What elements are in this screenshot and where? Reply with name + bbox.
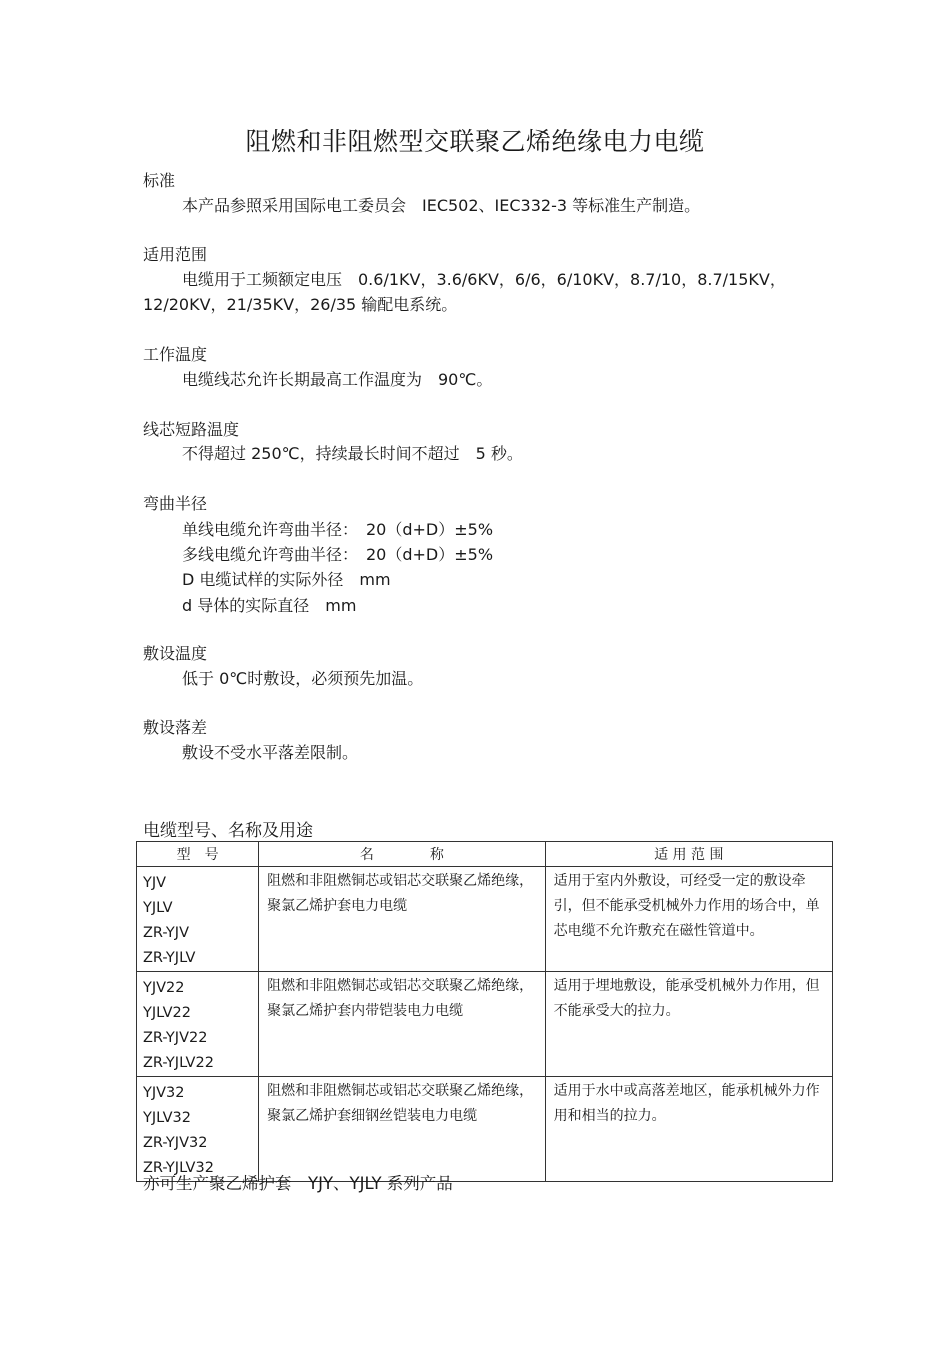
- bend-radius-multi: 多线电缆允许弯曲半径： 20（d+D）±5%: [182, 545, 494, 564]
- section-heading-scope: 适用范围: [143, 245, 208, 264]
- model-code: YJV32: [143, 1085, 185, 1101]
- bend-radius-d-definition: d 导体的实际直径 mm: [182, 596, 357, 615]
- section-body-work-temp: 电缆线芯允许长期最高工作温度为 90℃。: [182, 370, 493, 389]
- section-body-laying-temp: 低于 0℃时敷设，必须预先加温。: [182, 669, 424, 688]
- section-body-scope-line2: 12/20KV，21/35KV，26/35 输配电系统。: [143, 295, 458, 314]
- bend-radius-single: 单线电缆允许弯曲半径： 20（d+D）±5%: [182, 520, 494, 539]
- section-heading-bend-radius: 弯曲半径: [143, 494, 208, 513]
- model-code: ZR-YJLV32: [143, 1160, 214, 1176]
- table-caption: 电缆型号、名称及用途: [143, 821, 313, 841]
- model-code: ZR-YJLV22: [143, 1055, 214, 1071]
- section-heading-work-temp: 工作温度: [143, 345, 208, 364]
- name-cell: 阻燃和非阻燃铜芯或铝芯交联聚乙烯绝缘，聚氯乙烯护套电力电缆: [259, 867, 545, 972]
- model-code: YJLV22: [143, 1005, 191, 1021]
- model-code: YJV22: [143, 980, 185, 996]
- header-name: 名 称: [259, 842, 545, 867]
- section-body-scope-line1: 电缆用于工频额定电压 0.6/1KV，3.6/6KV，6/6，6/10KV，8.7/10，8.7/15KV，: [182, 270, 786, 289]
- name-cell: 阻燃和非阻燃铜芯或铝芯交联聚乙烯绝缘，聚氯乙烯护套细钢丝铠装电力电缆: [259, 1077, 545, 1182]
- section-heading-laying-temp: 敷设温度: [143, 644, 208, 663]
- model-code: ZR-YJV: [143, 925, 189, 941]
- usage-cell: 适用于埋地敷设，能承受机械外力作用，但不能承受大的拉力。: [545, 972, 832, 1077]
- model-cell: [137, 1077, 259, 1182]
- model-code: YJLV: [143, 900, 173, 916]
- table-header-row: [137, 842, 833, 867]
- document-title: 阻燃和非阻燃型交联聚乙烯绝缘电力电缆: [245, 127, 705, 156]
- section-heading-standard: 标准: [143, 171, 176, 190]
- header-model: 型 号: [137, 842, 259, 867]
- bend-radius-D-definition: D 电缆试样的实际外径 mm: [182, 570, 391, 589]
- section-body-short-circuit: 不得超过 250℃，持续最长时间不超过 5 秒。: [182, 444, 523, 463]
- usage-cell: 适用于水中或高落差地区，能承机械外力作用和相当的拉力。: [545, 1077, 832, 1182]
- model-code: ZR-YJV22: [143, 1030, 208, 1046]
- usage-cell: 适用于室内外敷设，可经受一定的敷设牵引，但不能承受机械外力作用的场合中，单芯电缆不允许敷充在磁性管道中。: [545, 867, 832, 972]
- cable-spec-table: [136, 841, 833, 1182]
- table-row: [137, 972, 833, 1077]
- table-row: [137, 867, 833, 972]
- model-code: ZR-YJLV: [143, 950, 196, 966]
- model-cell: [137, 972, 259, 1077]
- section-heading-laying-drop: 敷设落差: [143, 718, 208, 737]
- model-cell: [137, 867, 259, 972]
- section-body-laying-drop: 敷设不受水平落差限制。: [182, 743, 359, 762]
- table-row: [137, 1077, 833, 1182]
- model-code: YJLV32: [143, 1110, 191, 1126]
- footer-note: 亦可生产聚乙烯护套 YJY、YJLY 系列产品: [143, 1174, 453, 1193]
- model-code: ZR-YJV32: [143, 1135, 208, 1151]
- header-usage: 适 用 范 围: [545, 842, 832, 867]
- section-heading-short-circuit: 线芯短路温度: [143, 420, 240, 439]
- section-body-standard: 本产品参照采用国际电工委员会 IEC502、IEC332-3 等标准生产制造。: [182, 196, 701, 215]
- model-code: YJV: [143, 875, 167, 891]
- name-cell: 阻燃和非阻燃铜芯或铝芯交联聚乙烯绝缘，聚氯乙烯护套内带铠装电力电缆: [259, 972, 545, 1077]
